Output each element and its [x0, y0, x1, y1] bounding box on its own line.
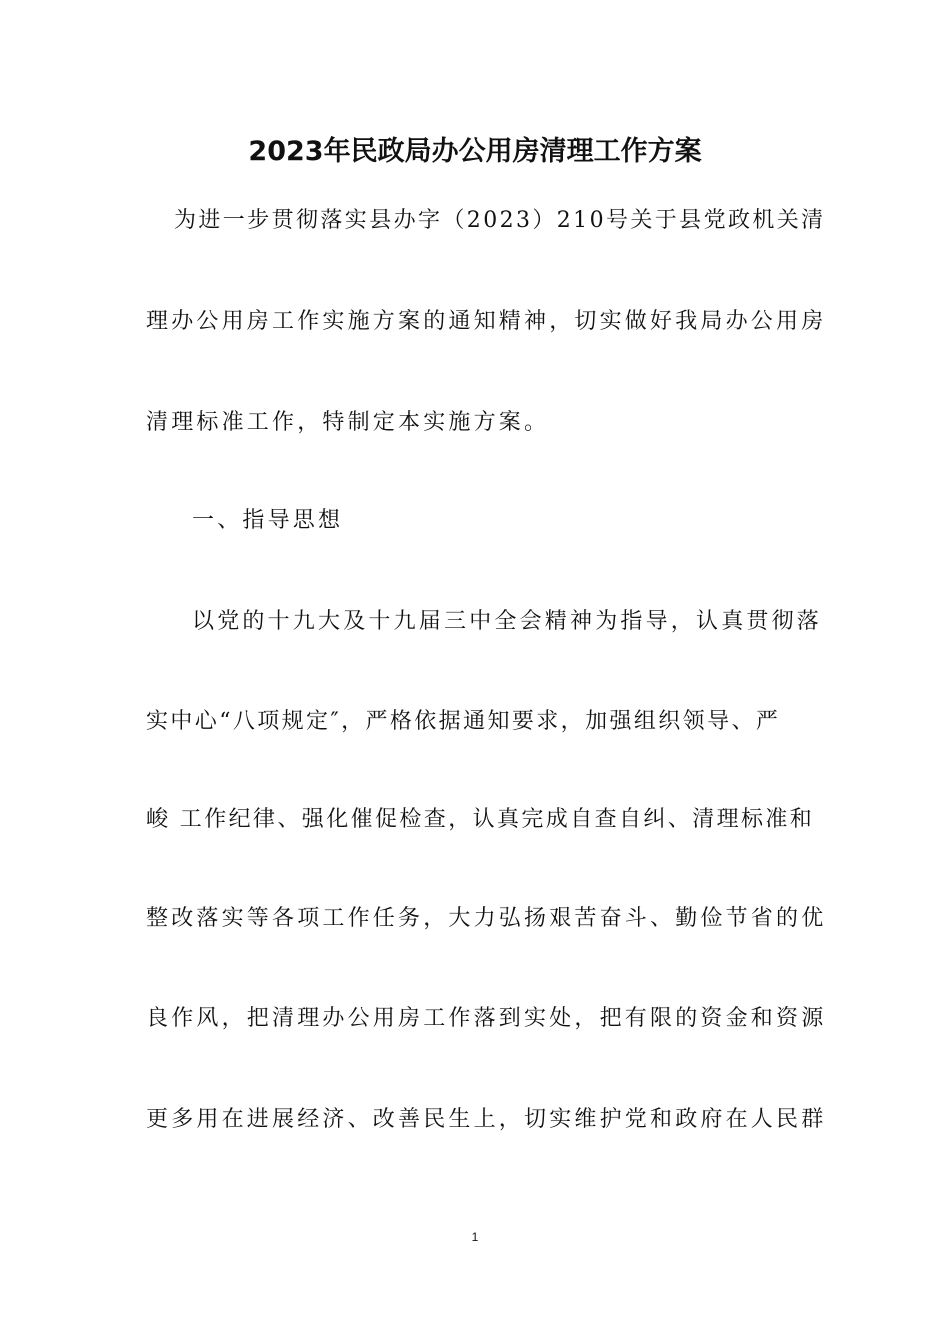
- paragraph-line-1: 为进一步贯彻落实县办字（2023）210号关于县党政机关清: [174, 208, 826, 233]
- paragraph-line-2: 理办公用房工作实施方案的通知精神，切实做好我局办公用房: [146, 309, 827, 334]
- paragraph-line-10: 更多用在进展经济、改善民生上，切实维护党和政府在人民群: [146, 1107, 827, 1132]
- paragraph-line-3: 清理标准工作，特制定本实施方案。: [146, 410, 550, 435]
- paragraph-line-6: 实中心“八项规定″，严格依据通知要求，加强组织领导、严: [146, 709, 781, 734]
- page-number: 1: [471, 1230, 479, 1244]
- paragraph-line-7: 峻 工作纪律、强化催促检查，认真完成自查自纠、清理标准和: [146, 807, 815, 832]
- paragraph-line-8: 整改落实等各项工作任务，大力弘扬艰苦奋斗、勤俭节省的优: [146, 906, 827, 931]
- paragraph-line-5: 以党的十九大及十九届三中全会精神为指导，认真贯彻落: [192, 609, 823, 634]
- section-heading: 一、指导思想: [192, 508, 344, 533]
- document-title: 2023年民政局办公用房清理工作方案: [248, 136, 702, 167]
- paragraph-line-9: 良作风，把清理办公用房工作落到实处，把有限的资金和资源: [146, 1006, 827, 1031]
